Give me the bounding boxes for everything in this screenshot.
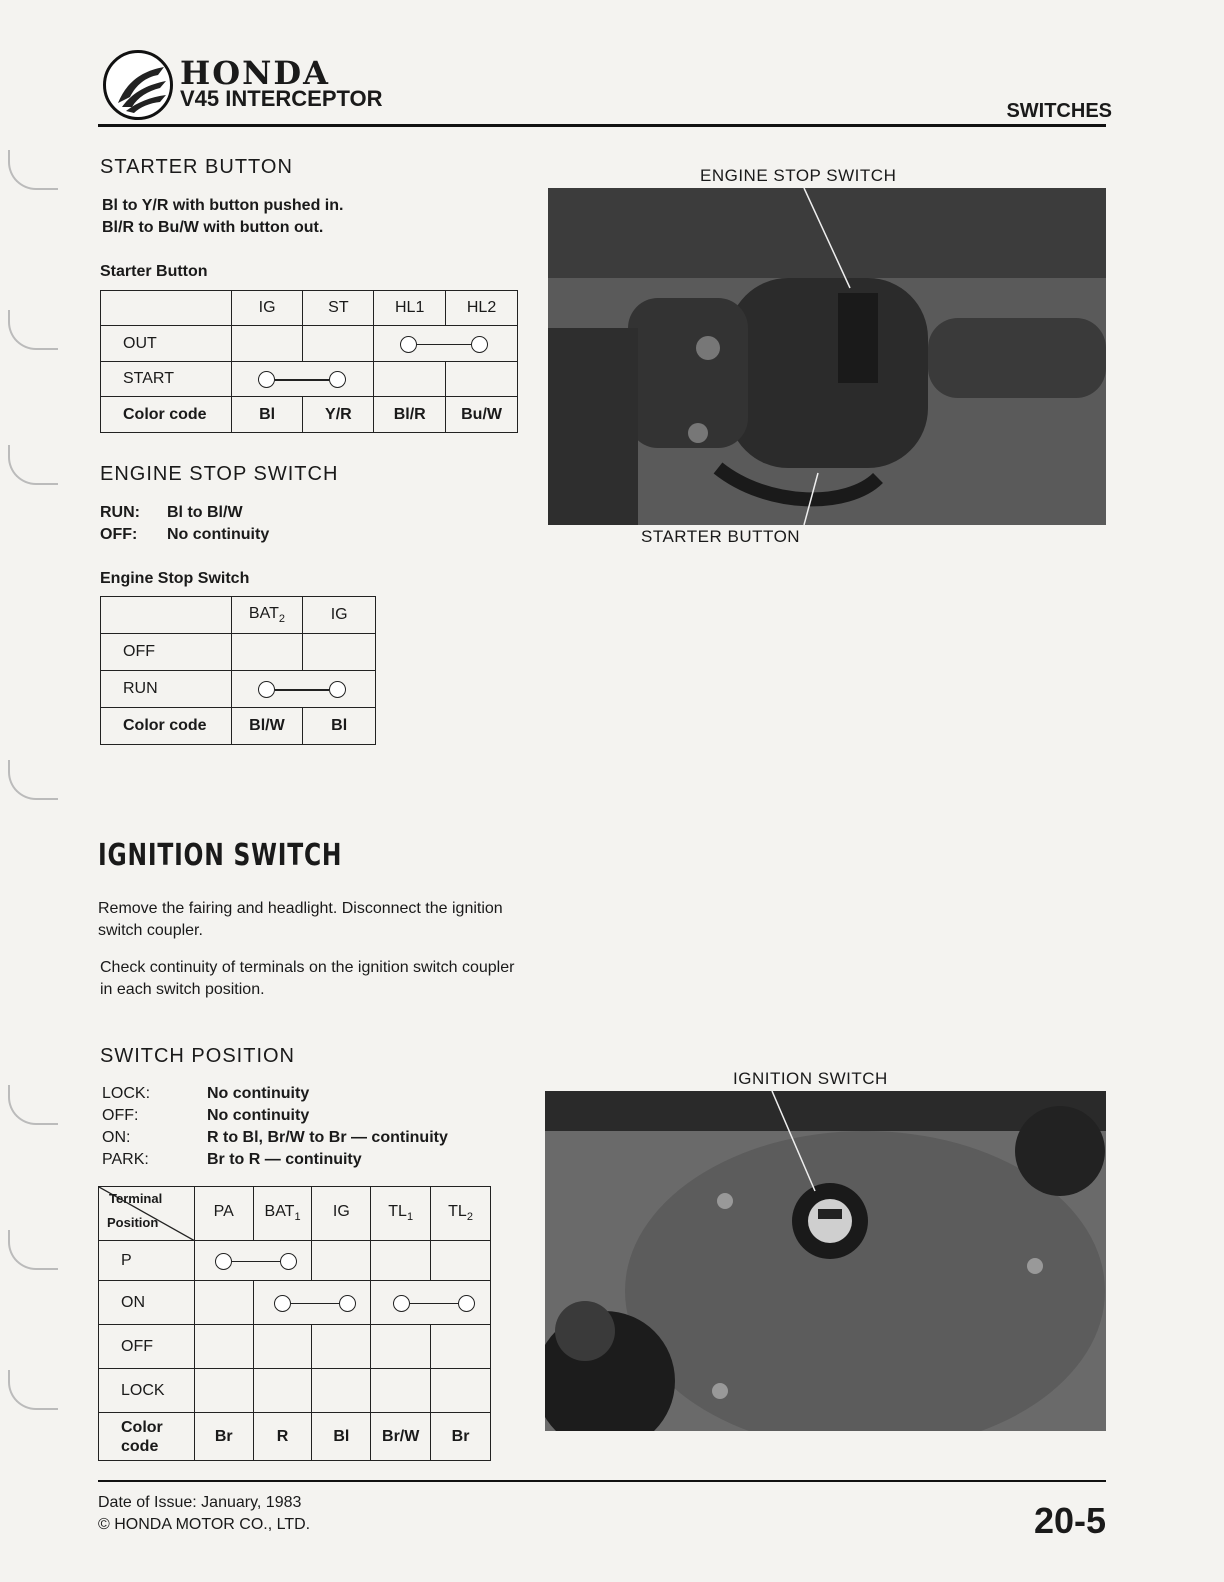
col-header: $TL_1$ [371, 1187, 431, 1241]
honda-wing-logo [103, 50, 173, 120]
engine-stop-off-label: OFF: [100, 526, 138, 543]
footer-rule [98, 1480, 1106, 1482]
col-header: IG [231, 291, 303, 326]
position-on-label: ON: [102, 1129, 131, 1146]
row-label: OFF [99, 1325, 195, 1369]
row-label: START [101, 362, 232, 397]
binder-mark [8, 1085, 58, 1125]
switch-position-heading: SWITCH POSITION [100, 1045, 295, 1067]
continuity-connector [231, 362, 374, 397]
position-lock-label: LOCK: [102, 1085, 151, 1102]
starter-line-1: Bl to Y/R with button pushed in. [102, 197, 344, 214]
engine-stop-off-value: No continuity [167, 526, 270, 543]
section-title: SWITCHES [1006, 100, 1112, 122]
color-code: Y/R [303, 397, 374, 433]
position-on-value: R to Bl, Br/W to Br — continuity [207, 1129, 448, 1146]
color-code: Bl/R [374, 397, 446, 433]
continuity-connector [371, 1281, 491, 1325]
issue-date: Date of Issue: January, 1983 [98, 1494, 302, 1511]
col-header: $TL_2$ [431, 1187, 491, 1241]
col-header: $BAT_1$ [253, 1187, 312, 1241]
position-off-value: No continuity [207, 1107, 310, 1124]
binder-mark [8, 445, 58, 485]
color-code: Bl [312, 1413, 371, 1461]
binder-mark [8, 150, 58, 190]
starter-button-table [100, 290, 518, 433]
col-header: IG [303, 597, 376, 634]
row-label: Color code [99, 1413, 195, 1461]
ignition-switch-photo [545, 1091, 1106, 1431]
starter-line-2: Bl/R to Bu/W with button out. [102, 219, 324, 236]
starter-caption: STARTER BUTTON [641, 527, 801, 546]
color-code: R [253, 1413, 312, 1461]
col-header: $BAT_2$ [231, 597, 303, 634]
model-name: V45 INTERCEPTOR [180, 86, 383, 111]
row-label: LOCK [99, 1369, 195, 1413]
corner-header: Terminal Position [99, 1187, 195, 1241]
ignition-caption: IGNITION SWITCH [733, 1069, 888, 1088]
position-lock-value: No continuity [207, 1085, 310, 1102]
continuity-connector [194, 1241, 312, 1281]
color-code: Br [194, 1413, 253, 1461]
col-header: IG [312, 1187, 371, 1241]
col-header: PA [194, 1187, 253, 1241]
ignition-para-2: Check continuity of terminals on the ignition switch coupler in each switch position. [100, 959, 515, 998]
col-header: HL2 [446, 291, 518, 326]
row-label: ON [99, 1281, 195, 1325]
color-code: Br [431, 1413, 491, 1461]
col-header: ST [303, 291, 374, 326]
engine-stop-table-title: Engine Stop Switch [100, 570, 250, 587]
copyright: © HONDA MOTOR CO., LTD. [98, 1516, 311, 1533]
engine-stop-table [100, 596, 376, 745]
handlebar-switch-photo [548, 188, 1106, 525]
position-off-label: OFF: [102, 1107, 139, 1124]
binder-mark [8, 760, 58, 800]
engine-stop-heading: ENGINE STOP SWITCH [100, 463, 339, 485]
color-code: Bl [303, 708, 376, 745]
page-number: 20-5 [1033, 1500, 1106, 1541]
ignition-heading: IGNITION SWITCH [98, 838, 343, 873]
row-label: Color code [101, 708, 232, 745]
engine-stop-run-value: Bl to Bl/W [167, 504, 243, 521]
engine-stop-run-label: RUN: [100, 504, 140, 521]
binder-mark [8, 1230, 58, 1270]
row-label: Color code [101, 397, 232, 433]
position-park-label: PARK: [102, 1151, 149, 1168]
continuity-connector [231, 671, 375, 708]
binder-mark [8, 1370, 58, 1410]
continuity-connector [374, 326, 518, 362]
header-rule [98, 124, 1106, 127]
ignition-para-1: Remove the fairing and headlight. Disconnect the ignition switch coupler. [98, 900, 503, 939]
row-label: OFF [101, 634, 232, 671]
row-label: OUT [101, 326, 232, 362]
engine-stop-caption: ENGINE STOP SWITCH [700, 166, 897, 185]
col-header: HL1 [374, 291, 446, 326]
color-code: Bl/W [231, 708, 303, 745]
color-code: Br/W [371, 1413, 431, 1461]
starter-heading: STARTER BUTTON [100, 156, 293, 178]
color-code: Bu/W [446, 397, 518, 433]
binder-mark [8, 310, 58, 350]
color-code: Bl [231, 397, 303, 433]
starter-table-title: Starter Button [100, 263, 208, 280]
ignition-switch-table [98, 1186, 491, 1461]
brand-name: HONDA [180, 54, 330, 92]
position-park-value: Br to R — continuity [207, 1151, 362, 1168]
row-label: RUN [101, 671, 232, 708]
row-label: P [99, 1241, 195, 1281]
continuity-connector [253, 1281, 371, 1325]
